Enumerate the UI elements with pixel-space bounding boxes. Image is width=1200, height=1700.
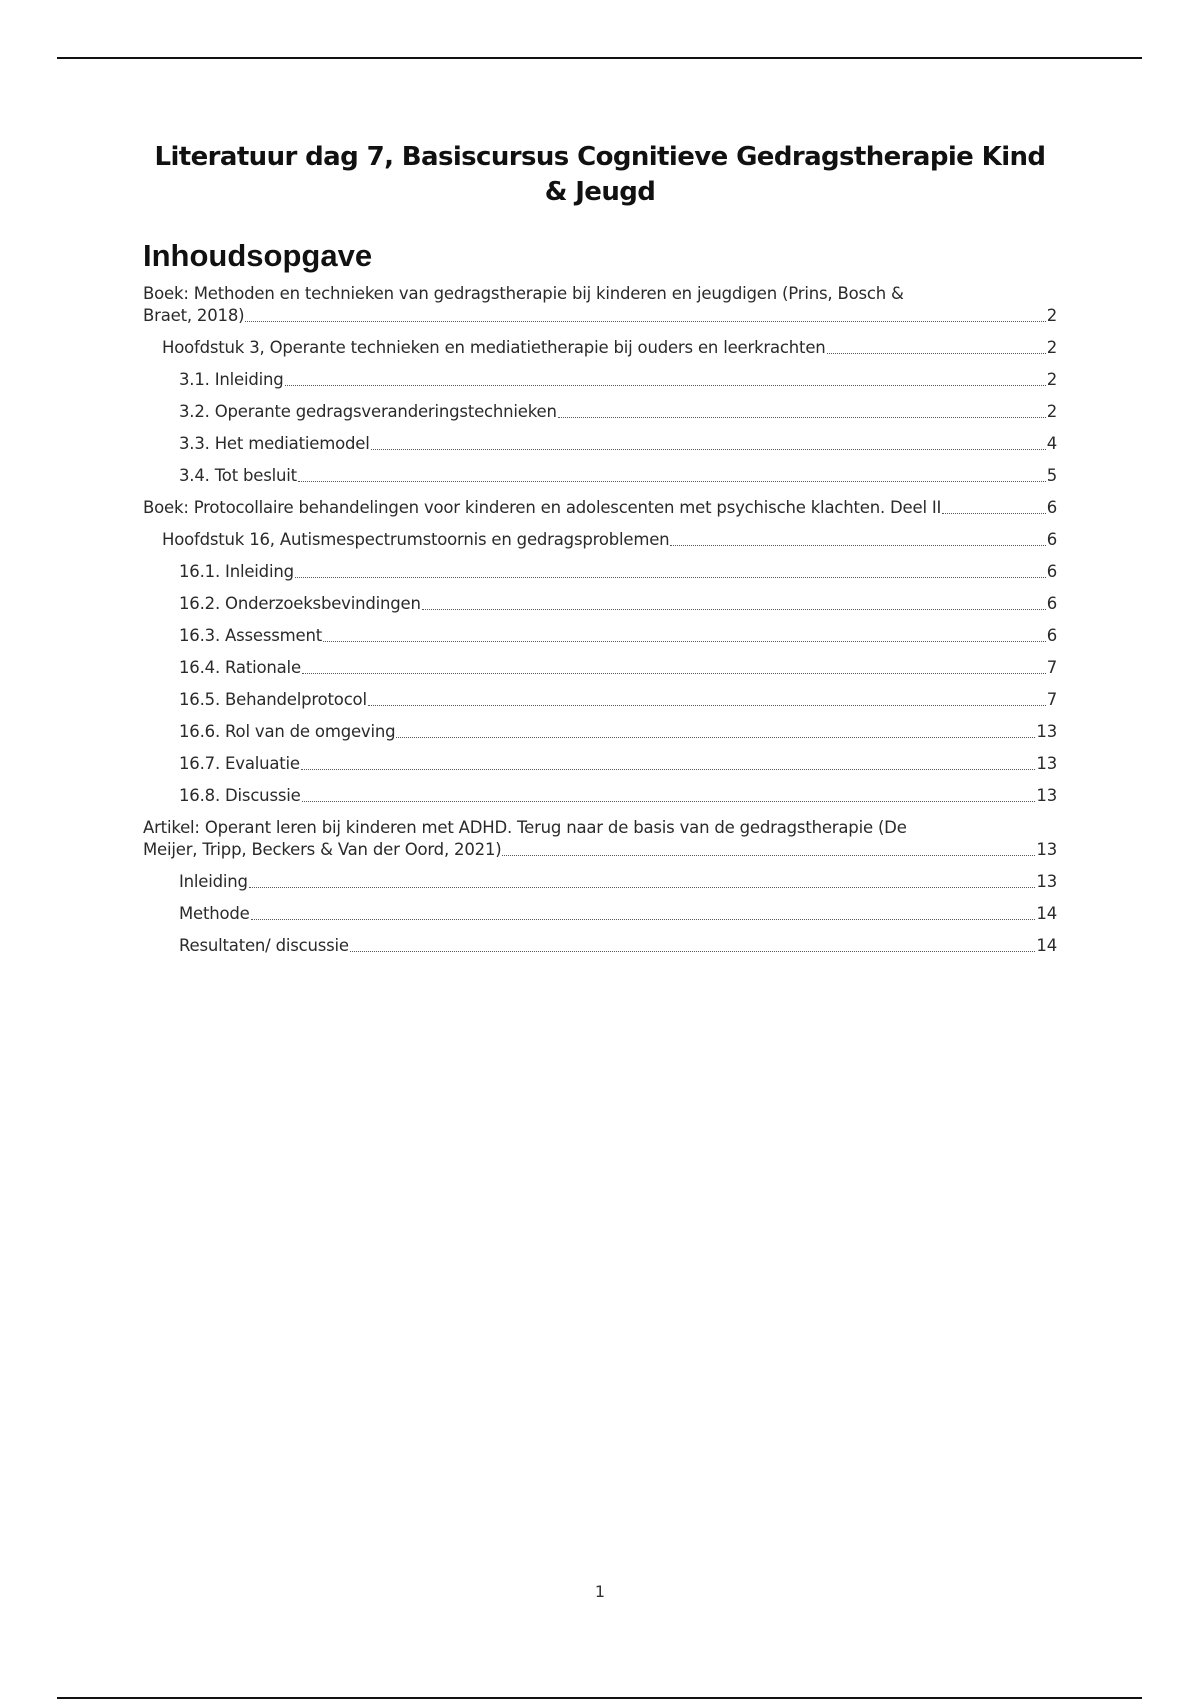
toc-entry-label: 3.4. Tot besluit — [179, 466, 297, 485]
toc-entry[interactable] — [143, 529, 1057, 551]
toc-page-number: 2 — [1046, 338, 1057, 357]
toc-heading: Inhoudsopgave — [143, 238, 373, 273]
toc-entry-label: 3.1. Inleiding — [179, 370, 284, 389]
table-of-contents — [143, 283, 1057, 957]
toc-leader — [350, 951, 1036, 952]
toc-entry-label: Resultaten/ discussie — [179, 936, 349, 955]
toc-page-number: 13 — [1036, 786, 1057, 805]
toc-leader — [942, 513, 1045, 514]
toc-page-number: 13 — [1036, 754, 1057, 773]
toc-leader — [422, 609, 1046, 610]
toc-page-number: 13 — [1036, 872, 1057, 891]
toc-entry[interactable] — [143, 593, 1057, 615]
toc-entry-label: 16.2. Onderzoeksbevindingen — [179, 594, 421, 613]
toc-entry-label: Braet, 2018) — [143, 306, 245, 325]
toc-leader — [558, 417, 1046, 418]
toc-entry-label: 16.8. Discussie — [179, 786, 301, 805]
toc-entry-label: Artikel: Operant leren bij kinderen met ADHD. Terug naar de basis van de gedragstherapie (De — [143, 818, 907, 837]
toc-entry[interactable] — [143, 433, 1057, 455]
toc-leader — [298, 481, 1046, 482]
toc-entry[interactable] — [143, 625, 1057, 647]
toc-leader — [295, 577, 1046, 578]
toc-entry[interactable] — [143, 903, 1057, 925]
toc-entry[interactable] — [143, 753, 1057, 775]
toc-entry[interactable] — [143, 721, 1057, 743]
toc-page-number: 2 — [1046, 306, 1057, 325]
toc-page-number: 6 — [1046, 530, 1057, 549]
toc-leader — [302, 801, 1036, 802]
toc-entry-label: 16.5. Behandelprotocol — [179, 690, 367, 709]
toc-page-number: 6 — [1046, 594, 1057, 613]
header-rule — [57, 57, 1142, 59]
toc-page-number: 4 — [1046, 434, 1057, 453]
toc-entry[interactable] — [143, 817, 1057, 861]
toc-page-number: 7 — [1046, 658, 1057, 677]
toc-entry[interactable] — [143, 561, 1057, 583]
toc-leader — [371, 449, 1046, 450]
toc-page-number: 14 — [1036, 904, 1057, 923]
toc-entry[interactable] — [143, 369, 1057, 391]
page-number: 1 — [594, 1582, 606, 1601]
toc-leader — [302, 673, 1046, 674]
footer-rule — [57, 1697, 1142, 1699]
toc-entry-label: 16.6. Rol van de omgeving — [179, 722, 396, 741]
toc-leader — [301, 769, 1036, 770]
toc-leader — [368, 705, 1046, 706]
toc-leader — [502, 855, 1035, 856]
toc-entry[interactable] — [143, 401, 1057, 423]
toc-leader — [251, 919, 1036, 920]
toc-entry[interactable] — [143, 337, 1057, 359]
toc-entry[interactable] — [143, 465, 1057, 487]
toc-entry-label: 16.1. Inleiding — [179, 562, 294, 581]
toc-leader — [249, 887, 1036, 888]
toc-leader — [323, 641, 1046, 642]
toc-leader — [245, 321, 1045, 322]
toc-page-number: 14 — [1036, 936, 1057, 955]
toc-page-number: 13 — [1036, 840, 1057, 859]
toc-page-number: 2 — [1046, 370, 1057, 389]
toc-entry[interactable] — [143, 497, 1057, 519]
toc-entry-label: Boek: Protocollaire behandelingen voor kinderen en adolescenten met psychische klachten. Deel II — [143, 498, 942, 517]
toc-leader — [285, 385, 1046, 386]
toc-leader — [670, 545, 1045, 546]
toc-entry[interactable] — [143, 283, 1057, 327]
toc-page-number: 2 — [1046, 402, 1057, 421]
toc-entry-label: Methode — [179, 904, 250, 923]
toc-entry-label: Meijer, Tripp, Beckers & Van der Oord, 2021) — [143, 840, 502, 859]
toc-page-number: 5 — [1046, 466, 1057, 485]
toc-page-number: 7 — [1046, 690, 1057, 709]
toc-entry-label: 16.4. Rationale — [179, 658, 301, 677]
toc-entry[interactable] — [143, 689, 1057, 711]
toc-leader — [396, 737, 1035, 738]
toc-page-number: 13 — [1036, 722, 1057, 741]
toc-page-number: 6 — [1046, 626, 1057, 645]
toc-entry[interactable] — [143, 871, 1057, 893]
toc-leader — [827, 353, 1046, 354]
toc-page-number: 6 — [1046, 498, 1057, 517]
toc-entry-label: Hoofdstuk 16, Autismespectrumstoornis en gedragsproblemen — [162, 530, 670, 549]
toc-entry-label: Inleiding — [179, 872, 248, 891]
toc-entry-label: Hoofdstuk 3, Operante technieken en mediatietherapie bij ouders en leerkrachten — [162, 338, 826, 357]
toc-entry-label: 16.3. Assessment — [179, 626, 323, 645]
toc-entry-label: Boek: Methoden en technieken van gedragstherapie bij kinderen en jeugdigen (Prins, Bosch & — [143, 284, 904, 303]
document-title: Literatuur dag 7, Basiscursus Cognitieve Gedragstherapie Kind & Jeugd — [154, 142, 1046, 207]
toc-entry-label: 3.3. Het mediatiemodel — [179, 434, 370, 453]
toc-entry[interactable] — [143, 657, 1057, 679]
toc-entry-label: 3.2. Operante gedragsveranderingstechnieken — [179, 402, 557, 421]
toc-entry[interactable] — [143, 785, 1057, 807]
toc-entry-label: 16.7. Evaluatie — [179, 754, 300, 773]
toc-page-number: 6 — [1046, 562, 1057, 581]
toc-entry[interactable] — [143, 935, 1057, 957]
